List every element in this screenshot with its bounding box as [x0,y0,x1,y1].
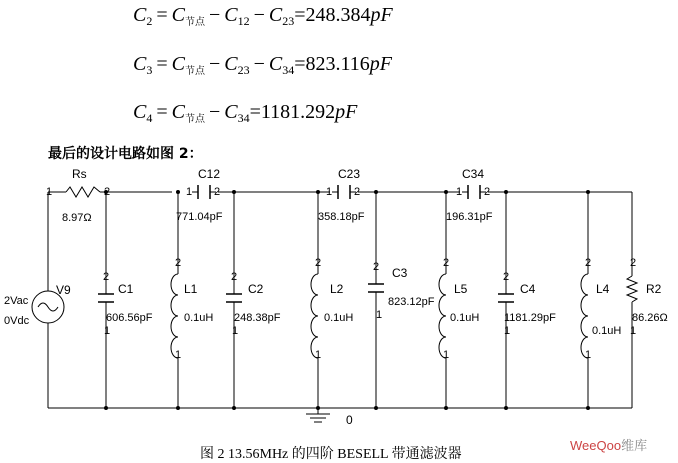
l4-name: L4 [596,282,610,296]
watermark [570,435,647,454]
l2-pin-top: 2 [315,257,322,269]
source-line1: 2Vac [4,295,29,307]
inductor-l2-symbol [311,274,318,358]
c12-pin2: 2 [214,186,221,198]
c3-pin-bot: 1 [376,309,383,321]
c2-name: C2 [248,282,264,296]
l2-value: 0.1uH [324,312,354,324]
c2-pin-bot: 1 [232,325,239,337]
c3-name: C3 [392,266,408,280]
l2-pin-bot: 1 [315,349,322,361]
l5-name: L5 [454,282,468,296]
capacitor-c34-symbol [468,185,480,199]
resistor-r2-symbol [627,276,637,302]
c1-value: 606.56pF [106,312,153,324]
r2-value: 86.26Ω [632,312,668,324]
figure-caption: 图 2 13.56MHz 的四阶 BESELL 带通滤波器 [200,447,462,462]
capacitor-c3-symbol [368,284,384,292]
inductor-l4-symbol [581,274,588,358]
watermark-brand: WeeQoo [570,438,622,453]
c4-value: 1181.29pF [504,312,556,324]
l5-value: 0.1uH [450,312,480,324]
l4-value: 0.1uH [592,325,622,337]
c1-pin-bot: 1 [104,325,111,337]
equation-c3: $C_3 = C_{节点} - C_{23} - C_{34}=823.116pF$ [133,53,392,77]
watermark-suffix: 维库 [621,438,648,453]
l4-pin-top: 2 [585,257,592,269]
rs-pin1: 1 [46,186,53,198]
source-line2: 0Vdc [4,315,30,327]
c23-pin1: 1 [326,186,333,198]
capacitor-c12-symbol [198,185,210,199]
equation-c4: $C_4 = C_{节点} - C_{34}=1181.292pF$ [133,101,358,125]
c1-pin-top: 2 [103,271,110,283]
intro-text: 最后的设计电路如图 2： [48,146,203,162]
c34-pin1: 1 [456,186,463,198]
r2-pin-top: 2 [630,257,637,269]
capacitor-c4-symbol [498,294,514,302]
l4-pin-bot: 1 [585,349,592,361]
rs-name: Rs [72,167,87,181]
c1-name: C1 [118,282,134,296]
rs-pin2: 2 [104,186,111,198]
c12-pin1: 1 [186,186,193,198]
rs-value: 8.97Ω [62,212,92,224]
c23-pin2: 2 [354,186,361,198]
c34-name: C34 [462,167,485,181]
l5-pin-top: 2 [443,257,450,269]
c2-value: 248.38pF [234,312,281,324]
l1-value: 0.1uH [184,312,214,324]
source-name: V9 [56,283,71,297]
c34-value: 196.31pF [446,211,493,223]
c3-pin-top: 2 [373,261,380,273]
circuit-schematic [0,166,678,441]
r2-name: R2 [646,282,662,296]
r2-pin-bot: 1 [630,325,637,337]
c12-value: 771.04pF [176,211,223,223]
c4-pin-top: 2 [503,271,510,283]
resistor-rs-symbol [66,187,100,197]
capacitor-c1-symbol [98,294,114,302]
l1-pin-bot: 1 [175,349,182,361]
capacitor-c2-symbol [226,294,242,302]
l5-pin-bot: 1 [443,349,450,361]
c2-pin-top: 2 [231,271,238,283]
c4-name: C4 [520,282,536,296]
c12-name: C12 [198,167,221,181]
inductor-l5-symbol [439,274,446,358]
c23-value: 358.18pF [318,211,365,223]
inductor-l1-symbol [171,274,178,358]
ground-label: 0 [346,413,353,427]
c3-value: 823.12pF [388,296,435,308]
capacitor-c23-symbol [338,185,350,199]
c4-pin-bot: 1 [504,325,511,337]
c34-pin2: 2 [484,186,491,198]
l1-pin-top: 2 [175,257,182,269]
l1-name: L1 [184,282,198,296]
c23-name: C23 [338,167,361,181]
l2-name: L2 [330,282,344,296]
equation-c2: $C_2 = C_{节点} - C_{12} - C_{23}=248.384pF$ [133,4,393,28]
